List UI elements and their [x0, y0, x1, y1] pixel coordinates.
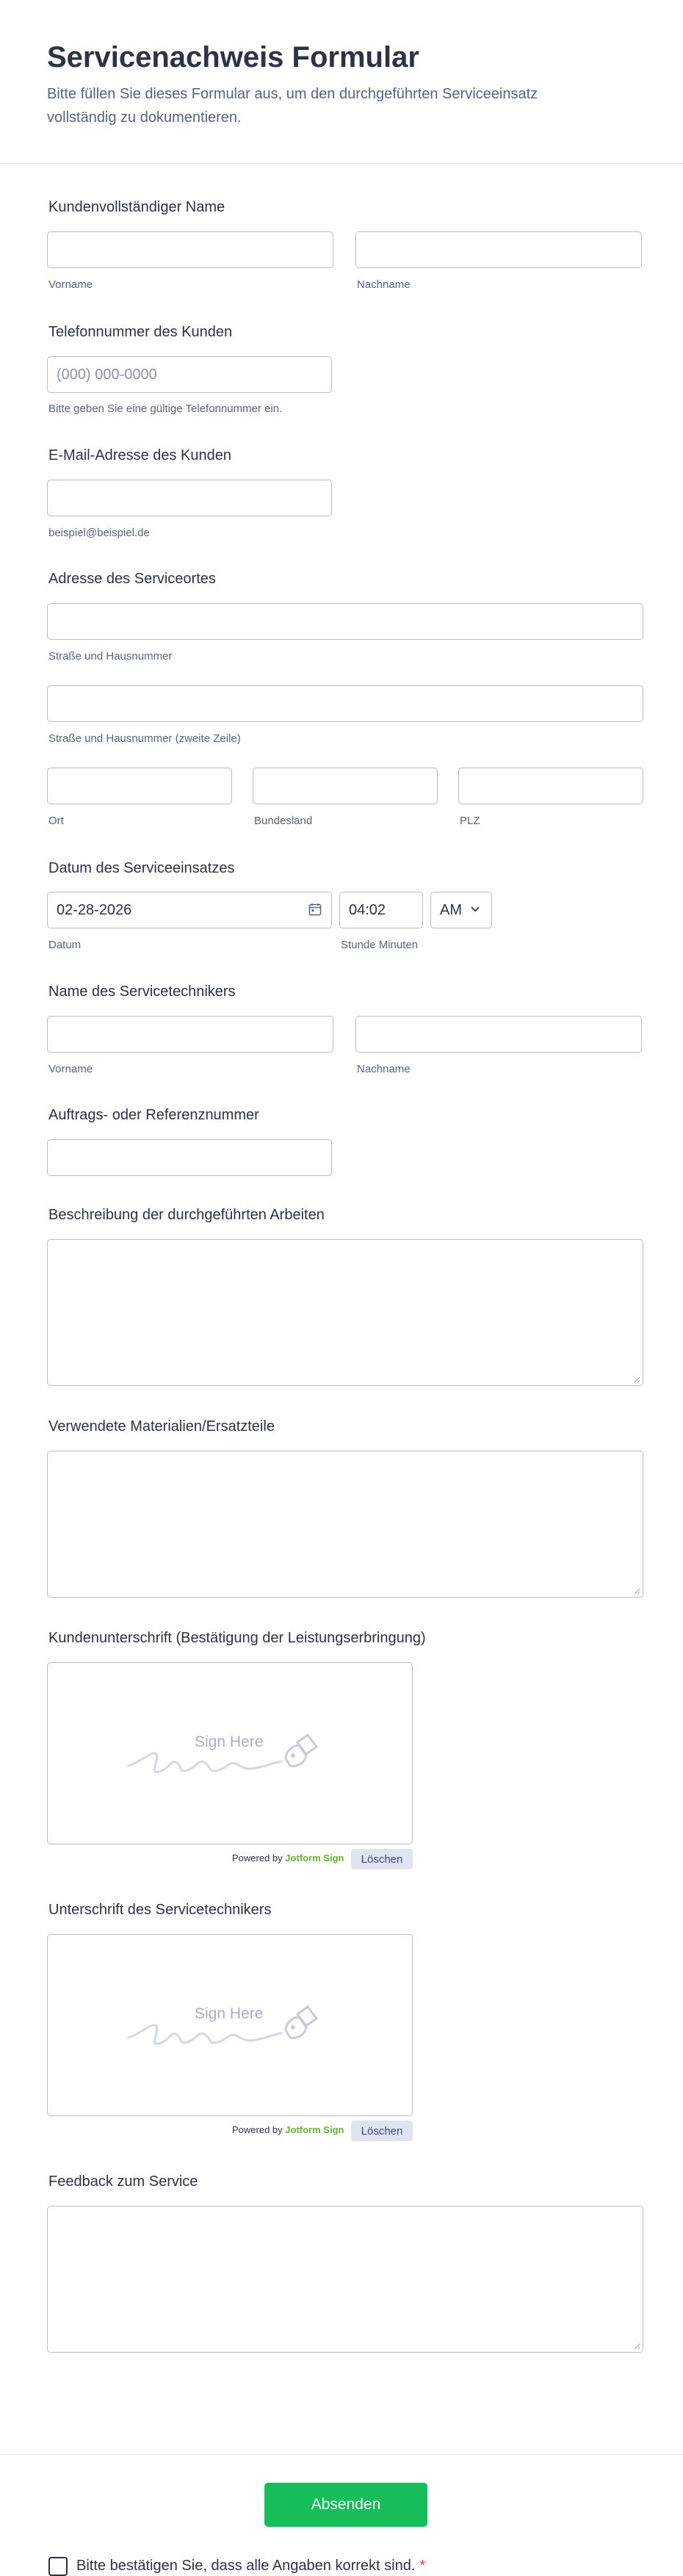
phone-label: Telefonnummer des Kunden [48, 324, 233, 340]
date-sublabel: Datum [48, 939, 82, 951]
technician-signature-pad[interactable] [47, 1934, 413, 2116]
resize-handle-icon[interactable] [633, 1376, 640, 1383]
calendar-icon[interactable] [308, 903, 322, 916]
technician-last-name-sublabel: Nachname [357, 1063, 411, 1075]
sign-here-text: Sign Here [195, 2005, 264, 2022]
confirm-label[interactable]: Bitte bestätigen Sie, dass alle Angaben korrekt sind. * [76, 2558, 426, 2574]
form-header [0, 0, 683, 164]
clear-signature-button[interactable]: Löschen [351, 1849, 413, 1869]
form-title: Servicenachweis Formular [47, 41, 419, 73]
materials-label: Verwendete Materialien/Ersatzteile [48, 1418, 275, 1435]
ampm-value: AM [440, 901, 462, 918]
powered-by-text: Powered by Jotform Sign [232, 2124, 344, 2135]
customer-first-name-sublabel: Vorname [48, 278, 93, 291]
time-sublabel: Stunde Minuten [341, 939, 419, 951]
state-sublabel: Bundesland [254, 815, 313, 827]
customer-last-name-input[interactable] [355, 231, 642, 268]
form-subtitle: Bitte füllen Sie dieses Formular aus, um den durchgeführten Serviceeinsatz vollständig zu dokumentieren. [47, 86, 538, 126]
address-label: Adresse des Serviceortes [48, 571, 216, 587]
email-hint: beispiel@beispiel.de [48, 527, 150, 539]
work-description-textarea[interactable] [47, 1239, 643, 1386]
email-label: E-Mail-Adresse des Kunden [48, 447, 232, 463]
signature-pen-icon [127, 1729, 333, 1781]
customer-signature-pad[interactable] [47, 1662, 413, 1844]
resize-handle-icon[interactable] [633, 1587, 640, 1595]
street2-input[interactable] [47, 685, 643, 722]
feedback-label: Feedback zum Service [48, 2173, 198, 2190]
time-input[interactable]: 04:02 [339, 892, 423, 928]
technician-signature-label: Unterschrift des Servicetechnikers [48, 1902, 272, 1918]
required-mark: * [419, 2558, 426, 2574]
street2-sublabel: Straße und Hausnummer (zweite Zeile) [48, 732, 241, 745]
technician-name-label: Name des Servicetechnikers [48, 984, 236, 1000]
feedback-textarea[interactable] [47, 2206, 643, 2353]
state-input[interactable] [253, 768, 438, 804]
sign-here-text: Sign Here [195, 1733, 264, 1750]
date-value: 02-28-2026 [57, 901, 132, 918]
customer-name-label: Kundenvollständiger Name [48, 199, 225, 215]
technician-first-name-input[interactable] [47, 1016, 333, 1053]
technician-last-name-input[interactable] [355, 1016, 642, 1053]
form-footer [0, 2454, 683, 2563]
phone-input[interactable]: (000) 000-0000 [47, 356, 332, 393]
city-input[interactable] [47, 768, 232, 804]
powered-by-text: Powered by Jotform Sign [232, 1852, 344, 1864]
customer-last-name-sublabel: Nachname [357, 278, 411, 291]
clear-signature-button[interactable]: Löschen [351, 2121, 413, 2141]
technician-first-name-sublabel: Vorname [48, 1063, 93, 1075]
customer-signature-label: Kundenunterschrift (Bestätigung der Leistungserbringung) [48, 1630, 426, 1646]
street-input[interactable] [47, 603, 643, 640]
date-input[interactable] [47, 892, 332, 928]
phone-hint: Bitte geben Sie eine gültige Telefonnummer ein. [48, 403, 283, 415]
order-number-input[interactable] [47, 1139, 332, 1176]
zip-input[interactable] [458, 768, 643, 804]
materials-textarea[interactable] [47, 1451, 643, 1598]
ampm-select[interactable] [430, 892, 492, 928]
customer-first-name-input[interactable] [47, 231, 333, 268]
signature-pen-icon [127, 2001, 333, 2052]
order-number-label: Auftrags- oder Referenznummer [48, 1107, 259, 1123]
submit-button[interactable]: Absenden [264, 2483, 427, 2527]
chevron-down-icon [470, 906, 480, 913]
street-sublabel: Straße und Hausnummer [48, 650, 173, 663]
date-label: Datum des Serviceeinsatzes [48, 860, 235, 876]
zip-sublabel: PLZ [460, 815, 480, 827]
resize-handle-icon[interactable] [633, 2342, 640, 2350]
work-description-label: Beschreibung der durchgeführten Arbeiten [48, 1207, 325, 1223]
email-input[interactable] [47, 480, 332, 516]
city-sublabel: Ort [48, 815, 64, 827]
